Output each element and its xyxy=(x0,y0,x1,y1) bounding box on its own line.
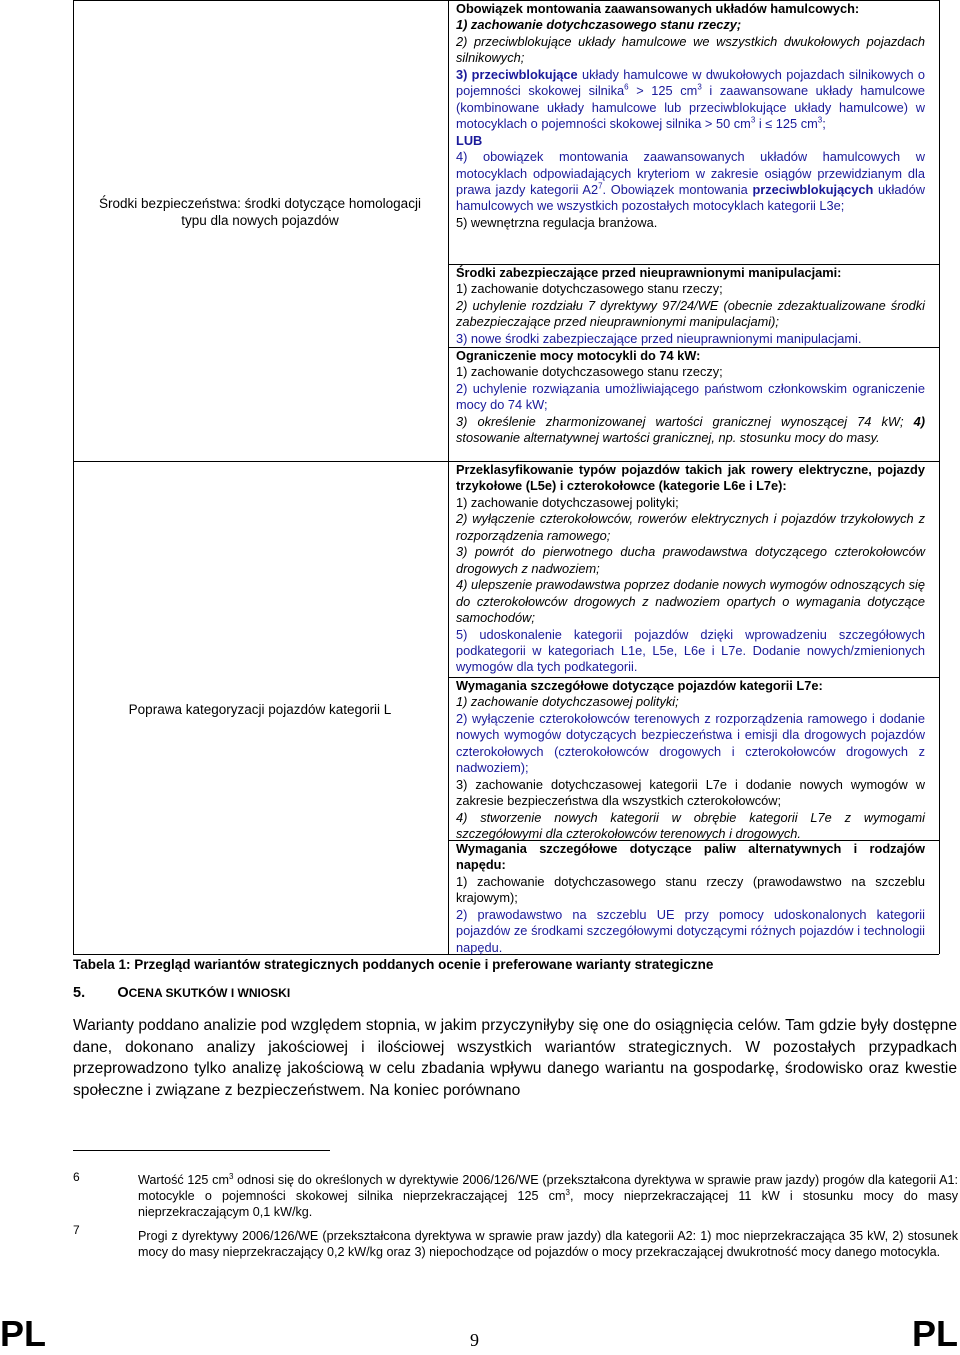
braking-lub: LUB xyxy=(456,132,483,148)
reclass-option-3: 3) powrót do pierwotnego ducha prawodawstwa dotyczącego czterokołowców drogowych z nadwoziem; xyxy=(456,544,925,576)
power-option-2: 2) uchylenie rozwiązania umożliwiającego państwom członkowskim ograniczenie mocy do 74 kW; xyxy=(456,380,925,413)
footnote-number: 7 xyxy=(73,1223,80,1237)
table-border-right xyxy=(939,0,940,954)
braking-option-3: 3) przeciwblokujące układy hamulcowe w dwukołowych pojazdach silnikowych o pojemności skokowej silnika$^6$ > 125 $cm^3$ i zaawansowane układy hamulcowe (kombinowane układy hamulcowe lub przeciwblokujące układy hamulcowe) w motocyklach o pojemności skokowej silnika > 50 $cm^3$ i ≤ 125 $cm^3$; xyxy=(456,66,926,132)
body-paragraph: Warianty poddano analizie pod względem stopnia, w jakim przyczyniłyby się one do osiągnięcia celów. Tam gdzie były dostępne dane, dokonano analizy jakościowej i ilościowej wszystkich wariantów strategicznych. W pozostałych przypadkach przeprowadzono tylko analizę jakościową w celu zbadania wpływu danego wariantu na gospodarkę, środowisko oraz kwestie społeczne i związane z bezpieczeństwem. Na koniec porównano xyxy=(73,1017,957,1099)
table-border-middle xyxy=(448,0,449,954)
power-option-1: 1) zachowanie dotychczasowego stanu rzeczy; xyxy=(456,364,723,380)
table-caption: Tabela 1: Przegląd wariantów strategicznych poddanych ocenie i preferowane warianty strategiczne xyxy=(73,957,714,972)
braking-option-5: 5) wewnętrzna regulacja branżowa. xyxy=(456,214,658,230)
l7e-option-1: 1) zachowanie dotychczasowej polityki; xyxy=(456,694,679,710)
l7e-option-2: 2) wyłączenie czterokołowców terenowych z rozporządzenia ramowego i dodanie nowych wymogów dotyczących bezpieczeństwa i emisji dla drogowych pojazdów czterokołowych (czterokołowców drogowych i czterokołowców drogowych z nadwoziem); xyxy=(456,710,925,776)
footnote-6: Wartość 125 $cm^3$ odnosi się do określonych w dyrektywie 2006/126/WE (przekształcona dyrektywa w sprawie praw jazdy) progów dla kategorii A1: motocykle o pojemności skokowej silnika nieprzekraczającej 125 $cm^3$, mocy nieprzekraczającej 11 kW i stosunku mocy do masy nieprzekraczającym 0,1 kW/kg. xyxy=(138,1171,958,1219)
l7e-heading: Wymagania szczegółowe dotyczące pojazdów kategorii L7e: xyxy=(456,678,823,693)
reclass-option-5: 5) udoskonalenie kategorii pojazdów dzięki wprowadzeniu szczegółowych podkategorii w kategoriach L1e, L5e, L6e i L7e. Dodanie nowych/zmienionych wymogów dla tych podkategorii. xyxy=(456,626,925,675)
footer-language-left: PL xyxy=(0,1313,47,1354)
l7e-option-3: 3) zachowanie dotychczasowej kategorii L7e i dodanie nowych wymogów w zakresie bezpieczeństwa dla wszystkich czterokołowców; xyxy=(456,776,925,809)
cell-braking xyxy=(456,1,925,231)
tamper-heading: Środki zabezpieczające przed nieuprawnionymi manipulacjami: xyxy=(456,265,842,280)
fuel-option-2: 2) prawodawstwo na szczeblu UE przy pomocy udoskonalonych kategorii pojazdów ze środkami szczegółowymi dotyczącymi różnych pojazdów i technologii napędu. xyxy=(456,906,925,955)
table-border-left xyxy=(73,0,74,954)
braking-option-4: 4) obowiązek montowania zaawansowanych układów hamulcowych w motocyklach odpowiadających kryteriom w zakresie osiągów przewidzianym dla prawa jazdy kategorii $A2^7$. Obowiązek montowania przeciwblokujących układów hamulcowych we wszystkich pozostałych motocyklach kategorii L3e; xyxy=(456,149,925,214)
tamper-option-3: 3) nowe środki zabezpieczające przed nieuprawnionymi manipulacjami. xyxy=(456,330,862,346)
power-option-3-4: 3) określenie zharmonizowanej wartości granicznej wynoszącej 74 kW; 4) stosowanie alternatywnej wartości granicznej, np. stosunku mocy do masy. xyxy=(456,413,925,446)
reclass-heading: Przeklasyfikowanie typów pojazdów takich jak rowery elektryczne, pojazdy trzykołowe (L5e) i czterokołowce (kategorie L6e i L7e): xyxy=(456,462,925,494)
fuel-option-1: 1) zachowanie dotychczasowego stanu rzeczy (prawodawstwo na szczeblu krajowym); xyxy=(456,873,925,906)
reclass-option-1: 1) zachowanie dotychczasowej polityki; xyxy=(456,494,679,510)
reclass-option-4: 4) ulepszenie prawodawstwa poprzez dodanie nowych wymogów odnoszących się do czterokołowców drogowych z nadwoziem opartych o wymagania dotyczące samochodów; xyxy=(456,577,925,626)
page-number: 9 xyxy=(470,1330,479,1350)
tamper-option-1: 1) zachowanie dotychczasowego stanu rzeczy; xyxy=(456,281,723,297)
l7e-option-4: 4) stworzenie nowych kategorii w obrębie kategorii L7e z wymogami szczegółowymi dla czterokołowców terenowych i drogowych. xyxy=(456,809,925,842)
braking-option-2: 2) przeciwblokujące układy hamulcowe we wszystkich dwukołowych pojazdach silnikowych; xyxy=(456,33,925,66)
footnote-separator xyxy=(73,1150,330,1151)
cell-alternative-fuels xyxy=(456,841,925,956)
footer-language-right: PL xyxy=(911,1313,958,1354)
braking-option-1: 1) zachowanie dotychczasowego stanu rzeczy; xyxy=(456,17,742,33)
footnote-7: Progi z dyrektywy 2006/126/WE (przekształcona dyrektywa w sprawie praw jazdy) dla kategorii A2: 1) moc nieprzekraczająca 35 kW, 2) stosunek mocy do masy nieprzekraczający 0,2 kW/kg oraz 3) niepochodzące od pojazdów o mocy przekraczającej dwukrotność mocy danego motocykla. xyxy=(138,1229,958,1259)
braking-heading: Obowiązek montowania zaawansowanych układów hamulcowych: xyxy=(456,1,860,16)
cell-tampering xyxy=(456,265,925,347)
tamper-option-2: 2) uchylenie rozdziału 7 dyrektywy 97/24/WE (obecnie zdezaktualizowane środki zabezpieczające przed nieuprawnionymi manipulacjami); xyxy=(456,297,925,330)
row-label-categorization: Poprawa kategoryzacji pojazdów kategorii L xyxy=(128,702,392,717)
section-heading: 5. OCENA SKUTKÓW I WNIOSKI xyxy=(73,985,291,1001)
reclass-option-2: 2) wyłączenie czterokołowców, rowerów elektrycznych i pojazdów trzykołowych z rozporządzenia ramowego; xyxy=(456,511,925,543)
cell-reclassification xyxy=(456,462,925,676)
cell-l7e xyxy=(456,678,925,843)
fuel-heading: Wymagania szczegółowe dotyczące paliw alternatywnych i rodzajów napędu: xyxy=(456,841,925,873)
power-heading: Ograniczenie mocy motocykli do 74 kW: xyxy=(456,348,701,363)
footnote-number: 6 xyxy=(73,1170,80,1184)
cell-power-limit xyxy=(456,348,925,447)
row-label-safety: Środki bezpieczeństwa: środki dotyczące homologacji typu dla nowych pojazdów xyxy=(99,196,421,228)
